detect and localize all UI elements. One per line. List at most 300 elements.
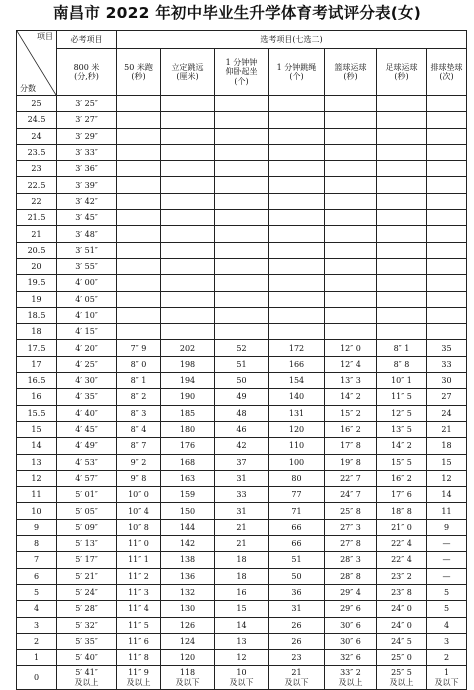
run800-cell: 4′ 25″ xyxy=(57,356,117,372)
football-cell: 13″ 5 xyxy=(377,421,427,437)
corner-cell xyxy=(17,31,57,96)
run800-cell: 4′ 45″ xyxy=(57,421,117,437)
football-cell xyxy=(377,193,427,209)
table-row xyxy=(17,242,467,258)
table-row xyxy=(17,552,467,568)
long-jump-cell xyxy=(161,144,215,160)
run50-cell: 9″ 2 xyxy=(117,454,161,470)
rope-cell xyxy=(269,307,325,323)
long-jump-cell xyxy=(161,275,215,291)
football-cell: 8″ 8 xyxy=(377,356,427,372)
run50-cell: 8″ 2 xyxy=(117,389,161,405)
score-cell: 14 xyxy=(17,438,57,454)
run50-cell: 10″ 8 xyxy=(117,519,161,535)
run50-cell xyxy=(117,275,161,291)
situps-cell xyxy=(215,226,269,242)
page-title: 南昌市 2022 年初中毕业生升学体育考试评分表(女) xyxy=(52,4,421,22)
situps-cell: 14 xyxy=(215,617,269,633)
situps-cell: 12 xyxy=(215,650,269,666)
situps-cell xyxy=(215,210,269,226)
table-row xyxy=(17,356,467,372)
basketball-cell: 12″ 0 xyxy=(325,340,377,356)
col-header-long-jump: 立定跳远 (厘米) xyxy=(161,49,215,96)
score-cell: 22 xyxy=(17,193,57,209)
score-cell: 7 xyxy=(17,552,57,568)
score-cell: 1 xyxy=(17,650,57,666)
run50-cell: 8″ 4 xyxy=(117,421,161,437)
situps-cell: 52 xyxy=(215,340,269,356)
situps-cell xyxy=(215,193,269,209)
score-cell: 19.5 xyxy=(17,275,57,291)
run800-cell: 5′ 35″ xyxy=(57,633,117,649)
col-header-basketball: 篮球运球 (秒) xyxy=(325,49,377,96)
rope-cell: 100 xyxy=(269,454,325,470)
volleyball-cell xyxy=(427,193,467,209)
table-row xyxy=(17,503,467,519)
long-jump-cell: 194 xyxy=(161,373,215,389)
football-cell: 18″ 8 xyxy=(377,503,427,519)
run800-cell: 4′ 10″ xyxy=(57,307,117,323)
run50-cell xyxy=(117,96,161,112)
long-jump-cell: 168 xyxy=(161,454,215,470)
long-jump-cell xyxy=(161,307,215,323)
score-cell: 6 xyxy=(17,568,57,584)
score-table xyxy=(16,30,467,690)
volleyball-cell xyxy=(427,144,467,160)
situps-cell xyxy=(215,242,269,258)
volleyball-cell: 15 xyxy=(427,454,467,470)
run50-cell: 11″ 9 及以上 xyxy=(117,666,161,690)
run50-cell: 8″ 0 xyxy=(117,356,161,372)
run800-cell: 3′ 27″ xyxy=(57,112,117,128)
basketball-cell: 27″ 8 xyxy=(325,536,377,552)
basketball-cell xyxy=(325,161,377,177)
run800-cell: 5′ 28″ xyxy=(57,601,117,617)
table-row xyxy=(17,633,467,649)
table-row xyxy=(17,340,467,356)
situps-cell: 10 及以下 xyxy=(215,666,269,690)
basketball-cell: 17″ 8 xyxy=(325,438,377,454)
long-jump-cell: 176 xyxy=(161,438,215,454)
rope-cell: 80 xyxy=(269,470,325,486)
rope-cell: 26 xyxy=(269,633,325,649)
rope-cell xyxy=(269,291,325,307)
table-row xyxy=(17,226,467,242)
run50-cell: 11″ 5 xyxy=(117,617,161,633)
basketball-cell xyxy=(325,193,377,209)
run800-cell: 4′ 05″ xyxy=(57,291,117,307)
basketball-cell: 14″ 2 xyxy=(325,389,377,405)
rope-cell xyxy=(269,144,325,160)
volleyball-cell: — xyxy=(427,536,467,552)
corner-label-score: 分数 xyxy=(20,84,36,93)
run50-cell: 8″ 1 xyxy=(117,373,161,389)
table-row xyxy=(17,536,467,552)
header-row-groups xyxy=(17,31,467,49)
score-cell: 22.5 xyxy=(17,177,57,193)
score-cell: 5 xyxy=(17,584,57,600)
long-jump-cell: 136 xyxy=(161,568,215,584)
run800-cell: 5′ 40″ xyxy=(57,650,117,666)
score-cell: 20 xyxy=(17,258,57,274)
run50-cell: 11″ 0 xyxy=(117,536,161,552)
run800-cell: 4′ 00″ xyxy=(57,275,117,291)
volleyball-cell: 9 xyxy=(427,519,467,535)
football-cell: 24″ 0 xyxy=(377,601,427,617)
basketball-cell xyxy=(325,112,377,128)
long-jump-cell: 124 xyxy=(161,633,215,649)
situps-cell: 48 xyxy=(215,405,269,421)
long-jump-cell: 190 xyxy=(161,389,215,405)
football-cell xyxy=(377,112,427,128)
run800-cell: 5′ 41″ 及以上 xyxy=(57,666,117,690)
rope-cell: 166 xyxy=(269,356,325,372)
basketball-cell: 15″ 2 xyxy=(325,405,377,421)
col-header-volleyball: 排球垫球 (次) xyxy=(427,49,467,96)
football-cell xyxy=(377,226,427,242)
basketball-cell: 25″ 8 xyxy=(325,503,377,519)
rope-cell: 77 xyxy=(269,487,325,503)
football-cell xyxy=(377,144,427,160)
rope-cell: 50 xyxy=(269,568,325,584)
corner-label-items: 项目 xyxy=(37,32,53,41)
score-cell: 17.5 xyxy=(17,340,57,356)
score-cell: 19 xyxy=(17,291,57,307)
football-cell xyxy=(377,210,427,226)
football-cell: 15″ 5 xyxy=(377,454,427,470)
football-cell xyxy=(377,177,427,193)
long-jump-cell: 118 及以下 xyxy=(161,666,215,690)
rope-cell: 154 xyxy=(269,373,325,389)
volleyball-cell xyxy=(427,226,467,242)
volleyball-cell: 5 xyxy=(427,584,467,600)
score-cell: 21.5 xyxy=(17,210,57,226)
table-row xyxy=(17,96,467,112)
table-row xyxy=(17,128,467,144)
table-row xyxy=(17,291,467,307)
basketball-cell: 30″ 6 xyxy=(325,617,377,633)
basketball-cell: 27″ 3 xyxy=(325,519,377,535)
long-jump-cell xyxy=(161,258,215,274)
rope-cell: 140 xyxy=(269,389,325,405)
situps-cell xyxy=(215,144,269,160)
situps-cell: 51 xyxy=(215,356,269,372)
long-jump-cell: 202 xyxy=(161,340,215,356)
run50-cell: 7″ 9 xyxy=(117,340,161,356)
run50-cell: 11″ 6 xyxy=(117,633,161,649)
rope-cell: 36 xyxy=(269,584,325,600)
score-cell: 24.5 xyxy=(17,112,57,128)
score-cell: 11 xyxy=(17,487,57,503)
table-row xyxy=(17,373,467,389)
football-cell: 21″ 0 xyxy=(377,519,427,535)
long-jump-cell xyxy=(161,226,215,242)
long-jump-cell: 132 xyxy=(161,584,215,600)
volleyball-cell: 24 xyxy=(427,405,467,421)
run50-cell xyxy=(117,291,161,307)
situps-cell xyxy=(215,161,269,177)
football-cell: 17″ 6 xyxy=(377,487,427,503)
basketball-cell: 16″ 2 xyxy=(325,421,377,437)
volleyball-cell: 21 xyxy=(427,421,467,437)
table-row xyxy=(17,454,467,470)
football-cell xyxy=(377,307,427,323)
table-row xyxy=(17,650,467,666)
run50-cell xyxy=(117,144,161,160)
rope-cell: 120 xyxy=(269,421,325,437)
rope-cell: 21 及以下 xyxy=(269,666,325,690)
table-row xyxy=(17,161,467,177)
basketball-cell: 30″ 6 xyxy=(325,633,377,649)
basketball-cell: 32″ 6 xyxy=(325,650,377,666)
football-cell: 14″ 2 xyxy=(377,438,427,454)
score-cell: 15.5 xyxy=(17,405,57,421)
basketball-cell: 28″ 3 xyxy=(325,552,377,568)
volleyball-cell xyxy=(427,161,467,177)
situps-cell: 13 xyxy=(215,633,269,649)
rope-cell: 66 xyxy=(269,519,325,535)
basketball-cell xyxy=(325,177,377,193)
table-row xyxy=(17,210,467,226)
run800-cell: 5′ 17″ xyxy=(57,552,117,568)
run50-cell: 10″ 4 xyxy=(117,503,161,519)
situps-cell xyxy=(215,307,269,323)
header-row-columns xyxy=(17,49,467,96)
rope-cell xyxy=(269,210,325,226)
situps-cell: 42 xyxy=(215,438,269,454)
rope-cell: 31 xyxy=(269,601,325,617)
run50-cell: 8″ 3 xyxy=(117,405,161,421)
table-row xyxy=(17,389,467,405)
run50-cell xyxy=(117,161,161,177)
situps-cell: 37 xyxy=(215,454,269,470)
situps-cell: 21 xyxy=(215,536,269,552)
basketball-cell: 13″ 3 xyxy=(325,373,377,389)
basketball-cell xyxy=(325,275,377,291)
football-cell: 11″ 5 xyxy=(377,389,427,405)
run800-cell: 4′ 35″ xyxy=(57,389,117,405)
long-jump-cell xyxy=(161,177,215,193)
rope-cell: 131 xyxy=(269,405,325,421)
run50-cell: 11″ 3 xyxy=(117,584,161,600)
score-cell: 17 xyxy=(17,356,57,372)
run50-cell xyxy=(117,226,161,242)
situps-cell: 33 xyxy=(215,487,269,503)
long-jump-cell: 138 xyxy=(161,552,215,568)
long-jump-cell: 142 xyxy=(161,536,215,552)
long-jump-cell: 198 xyxy=(161,356,215,372)
run50-cell xyxy=(117,177,161,193)
long-jump-cell: 150 xyxy=(161,503,215,519)
basketball-cell xyxy=(325,210,377,226)
table-row xyxy=(17,438,467,454)
score-cell: 24 xyxy=(17,128,57,144)
long-jump-cell: 144 xyxy=(161,519,215,535)
basketball-cell xyxy=(325,226,377,242)
situps-cell xyxy=(215,96,269,112)
basketball-cell xyxy=(325,291,377,307)
football-cell: 22″ 4 xyxy=(377,552,427,568)
basketball-cell: 28″ 8 xyxy=(325,568,377,584)
score-cell: 25 xyxy=(17,96,57,112)
football-cell: 16″ 2 xyxy=(377,470,427,486)
rope-cell: 71 xyxy=(269,503,325,519)
run800-cell: 3′ 42″ xyxy=(57,193,117,209)
rope-cell: 66 xyxy=(269,536,325,552)
run50-cell: 8″ 7 xyxy=(117,438,161,454)
long-jump-cell: 185 xyxy=(161,405,215,421)
run800-cell: 5′ 13″ xyxy=(57,536,117,552)
rope-cell xyxy=(269,226,325,242)
table-row xyxy=(17,487,467,503)
run800-cell: 5′ 24″ xyxy=(57,584,117,600)
basketball-cell xyxy=(325,242,377,258)
situps-cell: 31 xyxy=(215,470,269,486)
rope-cell: 51 xyxy=(269,552,325,568)
long-jump-cell xyxy=(161,291,215,307)
situps-cell: 46 xyxy=(215,421,269,437)
football-cell xyxy=(377,258,427,274)
football-cell: 12″ 5 xyxy=(377,405,427,421)
football-cell xyxy=(377,275,427,291)
col-header-situps: 1 分钟钟 仰卧起坐 (个) xyxy=(215,49,269,96)
score-cell: 20.5 xyxy=(17,242,57,258)
football-cell: 25″ 0 xyxy=(377,650,427,666)
football-cell xyxy=(377,161,427,177)
long-jump-cell: 159 xyxy=(161,487,215,503)
volleyball-cell xyxy=(427,275,467,291)
situps-cell xyxy=(215,275,269,291)
run800-cell: 5′ 05″ xyxy=(57,503,117,519)
football-cell: 24″ 5 xyxy=(377,633,427,649)
score-cell: 18 xyxy=(17,324,57,340)
situps-cell: 16 xyxy=(215,584,269,600)
long-jump-cell: 126 xyxy=(161,617,215,633)
volleyball-cell xyxy=(427,242,467,258)
basketball-cell: 33″ 2 及以上 xyxy=(325,666,377,690)
run50-cell xyxy=(117,242,161,258)
run800-cell: 3′ 33″ xyxy=(57,144,117,160)
volleyball-cell xyxy=(427,96,467,112)
volleyball-cell: 14 xyxy=(427,487,467,503)
col-header-football: 足球运球 (秒) xyxy=(377,49,427,96)
situps-cell xyxy=(215,128,269,144)
volleyball-cell: 30 xyxy=(427,373,467,389)
run800-cell: 3′ 48″ xyxy=(57,226,117,242)
table-row xyxy=(17,177,467,193)
score-cell: 10 xyxy=(17,503,57,519)
volleyball-cell xyxy=(427,128,467,144)
col-header-rope: 1 分钟跳绳 (个) xyxy=(269,49,325,96)
run800-cell: 4′ 15″ xyxy=(57,324,117,340)
col-header-50m: 50 米跑 (秒) xyxy=(117,49,161,96)
score-cell: 16 xyxy=(17,389,57,405)
basketball-cell: 22″ 7 xyxy=(325,470,377,486)
volleyball-cell xyxy=(427,112,467,128)
volleyball-cell xyxy=(427,291,467,307)
rope-cell: 23 xyxy=(269,650,325,666)
rope-cell xyxy=(269,275,325,291)
volleyball-cell xyxy=(427,210,467,226)
score-cell: 13 xyxy=(17,454,57,470)
situps-cell: 50 xyxy=(215,373,269,389)
basketball-cell xyxy=(325,96,377,112)
long-jump-cell xyxy=(161,242,215,258)
table-row xyxy=(17,112,467,128)
situps-cell: 49 xyxy=(215,389,269,405)
score-cell: 12 xyxy=(17,470,57,486)
table-row xyxy=(17,307,467,323)
run50-cell xyxy=(117,128,161,144)
run800-cell: 4′ 49″ xyxy=(57,438,117,454)
run800-cell: 4′ 40″ xyxy=(57,405,117,421)
score-cell: 23 xyxy=(17,161,57,177)
long-jump-cell xyxy=(161,324,215,340)
rope-cell xyxy=(269,193,325,209)
volleyball-cell: 4 xyxy=(427,617,467,633)
volleyball-cell: 3 xyxy=(427,633,467,649)
run800-cell: 3′ 55″ xyxy=(57,258,117,274)
basketball-cell xyxy=(325,307,377,323)
basketball-cell xyxy=(325,258,377,274)
basketball-cell xyxy=(325,128,377,144)
run800-cell: 3′ 29″ xyxy=(57,128,117,144)
score-cell: 2 xyxy=(17,633,57,649)
run800-cell: 4′ 53″ xyxy=(57,454,117,470)
basketball-cell: 19″ 8 xyxy=(325,454,377,470)
run800-cell: 3′ 51″ xyxy=(57,242,117,258)
situps-cell: 15 xyxy=(215,601,269,617)
run50-cell xyxy=(117,324,161,340)
table-row xyxy=(17,275,467,291)
table-row xyxy=(17,144,467,160)
rope-cell xyxy=(269,96,325,112)
table-row xyxy=(17,405,467,421)
long-jump-cell: 130 xyxy=(161,601,215,617)
football-cell: 23″ 8 xyxy=(377,584,427,600)
volleyball-cell: 33 xyxy=(427,356,467,372)
long-jump-cell xyxy=(161,96,215,112)
run800-cell: 3′ 25″ xyxy=(57,96,117,112)
situps-cell xyxy=(215,291,269,307)
run50-cell xyxy=(117,258,161,274)
required-group-header: 必考项目 xyxy=(57,31,117,49)
score-cell: 21 xyxy=(17,226,57,242)
volleyball-cell xyxy=(427,258,467,274)
volleyball-cell: 2 xyxy=(427,650,467,666)
run800-cell: 4′ 30″ xyxy=(57,373,117,389)
football-cell xyxy=(377,96,427,112)
volleyball-cell: 1 及以下 xyxy=(427,666,467,690)
score-cell: 15 xyxy=(17,421,57,437)
run800-cell: 3′ 45″ xyxy=(57,210,117,226)
football-cell xyxy=(377,128,427,144)
score-cell: 8 xyxy=(17,536,57,552)
table-row xyxy=(17,584,467,600)
run50-cell xyxy=(117,193,161,209)
rope-cell: 110 xyxy=(269,438,325,454)
score-cell: 0 xyxy=(17,666,57,690)
long-jump-cell xyxy=(161,210,215,226)
rope-cell xyxy=(269,161,325,177)
table-row xyxy=(17,601,467,617)
table-row xyxy=(17,519,467,535)
table-row xyxy=(17,324,467,340)
long-jump-cell xyxy=(161,128,215,144)
basketball-cell: 29″ 4 xyxy=(325,584,377,600)
basketball-cell: 29″ 6 xyxy=(325,601,377,617)
elective-group-header: 选考项目(七选二) xyxy=(117,31,467,49)
